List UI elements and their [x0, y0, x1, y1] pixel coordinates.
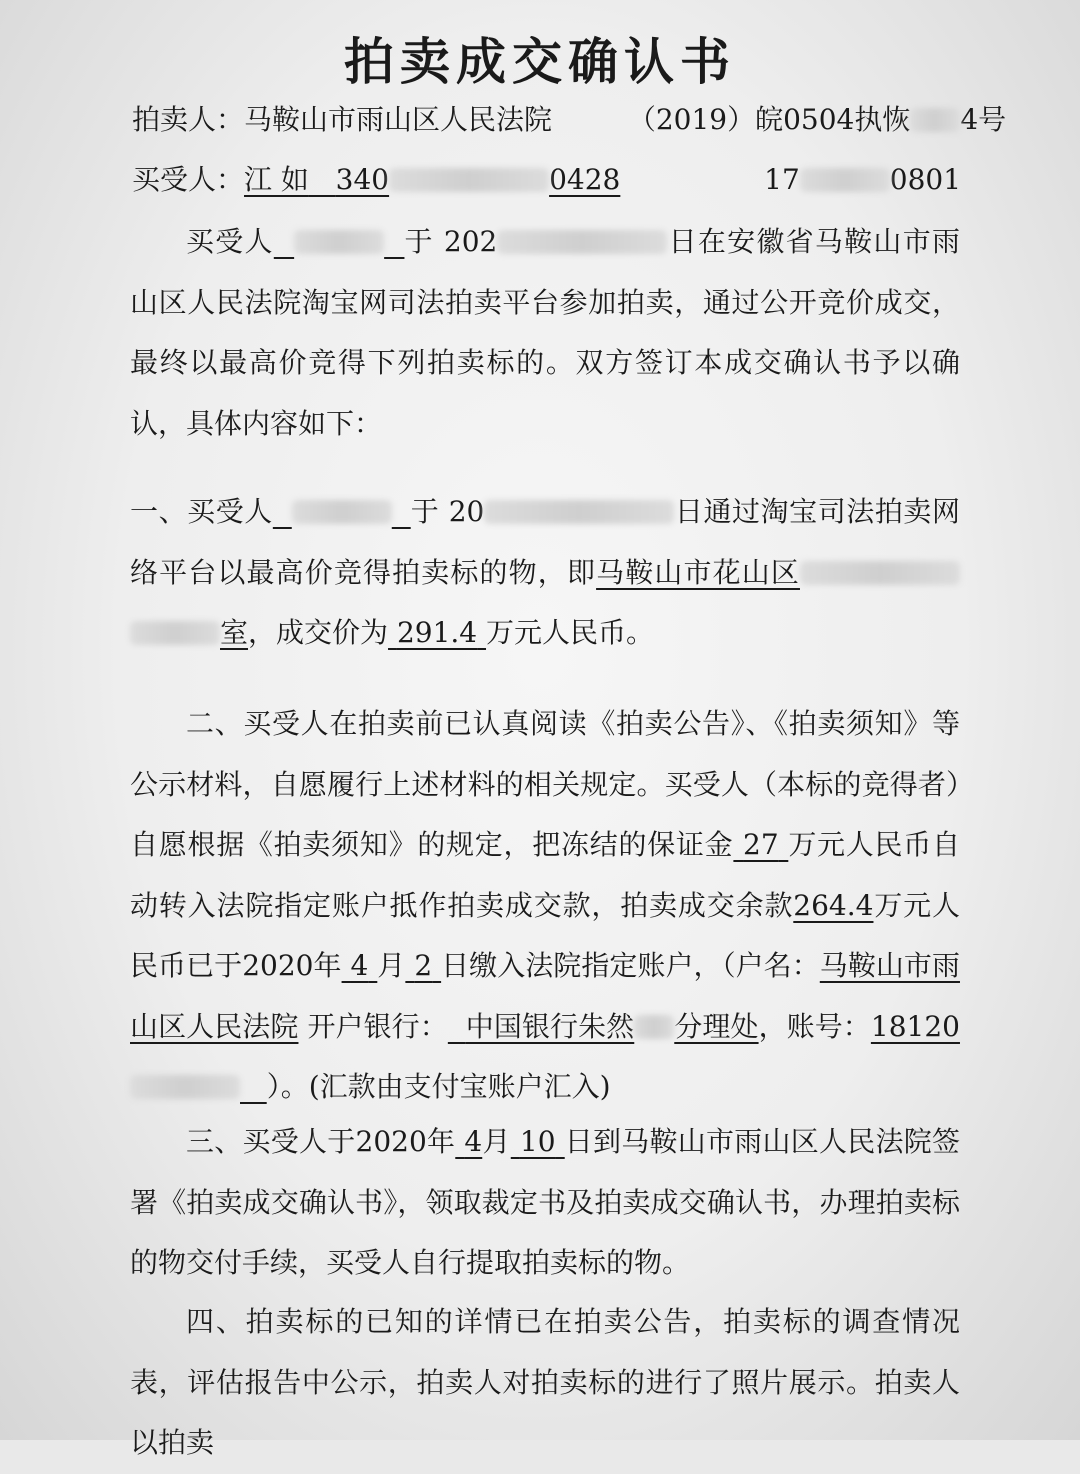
- intro-text-3: 日在安徽省马鞍山市雨山区人民法院淘宝网司法拍卖平台参加拍卖，通过公开竞价成交，最终以最高价竞得下列拍卖标的。双方签订本成交确认书予以确认，具体内容如下：: [130, 225, 960, 440]
- redaction: [130, 1075, 240, 1099]
- room-text: 室: [220, 616, 249, 649]
- sign-day-value: 10: [519, 1125, 556, 1158]
- redaction: [800, 561, 960, 585]
- buyer-line: [132, 160, 961, 200]
- s1-text-1: 一、买受人: [130, 495, 273, 528]
- deposit-value: 27: [743, 828, 779, 861]
- redaction: [130, 621, 220, 645]
- section-3: [130, 1112, 960, 1294]
- s1-text-5: 万元人民币。: [486, 616, 655, 649]
- s2-text-5: 日缴入法院指定账户，（户名：: [441, 949, 820, 982]
- pay-month: [342, 949, 378, 982]
- auctioneer-line: [132, 100, 1006, 140]
- redaction: [294, 230, 384, 254]
- buyer-blank: [273, 495, 411, 528]
- s2-text-4: 月: [377, 949, 406, 982]
- buyer-phone-suffix: 0801: [889, 163, 962, 196]
- s2-text-2: 万元人民币自动转入法院指定账户抵作拍卖成交款，拍卖成交余款: [130, 828, 960, 922]
- bank-suffix-text: 分理处: [674, 1009, 759, 1043]
- s3-text-3: 日到马鞍山市雨山区人民法院签署《拍卖成交确认书》，领取裁定书及拍卖成交确认书，办理拍卖标的物交付手续，买受人自行提取拍卖标的物。: [130, 1125, 960, 1279]
- s4-text: 四、拍卖标的已知的详情已在拍卖公告，拍卖标的调查情况表，评估报告中公示，拍卖人对拍卖标的进行了照片展示。拍卖人以拍卖: [130, 1305, 960, 1459]
- buyer-name: 江 如: [244, 163, 309, 196]
- pay-day-value: 2: [414, 949, 433, 982]
- redaction: [497, 230, 667, 254]
- s3-text-1: 三、买受人于2020年: [186, 1125, 456, 1158]
- s2-text-1: 二、买受人在拍卖前已认真阅读《拍卖公告》、《拍卖须知》等公示材料，自愿履行上述材料的相关规定。买受人（本标的竞得者）自愿根据《拍卖须知》的规定，把冻结的保证金: [130, 707, 960, 861]
- intro-paragraph: [130, 212, 960, 454]
- s2-text-3: 万元人民币已于2020年: [130, 888, 960, 982]
- account-prefix: 18120: [870, 1009, 960, 1043]
- s3-text-2: 月: [482, 1125, 511, 1158]
- section-2: [130, 694, 960, 1118]
- s1-text-3: 日通过淘宝司法拍卖网络平台以最高价竞得拍卖标的物，即: [130, 495, 960, 589]
- section-4: [130, 1292, 960, 1474]
- buyer-label: 买受人：: [132, 163, 245, 196]
- s1-text-4: ，成交价为: [248, 616, 389, 649]
- pay-month-value: 4: [350, 949, 369, 982]
- case-number-suffix: 4号: [960, 103, 1007, 136]
- redaction: [634, 1015, 674, 1039]
- case-number-prefix: （2019）皖0504执恢: [627, 103, 911, 136]
- buyer-phone-prefix: 17: [764, 163, 800, 196]
- intro-text-2: 于 202: [404, 225, 498, 258]
- redaction: [389, 168, 549, 192]
- s2-text-7: ，账号：: [758, 1009, 871, 1043]
- sign-month-value: 4: [464, 1125, 483, 1158]
- s2-text-8: ）。(汇款由支付宝账户汇入): [266, 1070, 611, 1103]
- s2-text-6: 开户银行：: [307, 1009, 448, 1043]
- bank-text: 中国银行朱然: [465, 1009, 635, 1043]
- redaction: [484, 500, 674, 524]
- redaction: [800, 168, 890, 192]
- price-value: 291.4: [396, 616, 478, 649]
- document-title: 拍卖成交确认书: [344, 32, 736, 91]
- buyer-blank: [274, 225, 405, 258]
- deal-price: [388, 616, 486, 649]
- redaction: [292, 500, 392, 524]
- location-text: 马鞍山市花山区: [596, 555, 800, 589]
- buyer-id-prefix: 340: [335, 163, 390, 196]
- sign-month: [455, 1125, 482, 1158]
- redaction: [910, 108, 960, 132]
- sign-day: [511, 1125, 565, 1158]
- buyer-info: [244, 163, 620, 196]
- balance-amount: 264.4: [793, 888, 874, 922]
- deposit-amount: [733, 828, 788, 861]
- pay-day: [405, 949, 441, 982]
- intro-text-1: 买受人: [186, 225, 274, 258]
- bank-name: [448, 1010, 759, 1043]
- buyer-id-suffix: 0428: [549, 163, 621, 196]
- auctioneer-text: 拍卖人：马鞍山市雨山区人民法院: [132, 103, 553, 136]
- s1-text-2: 于 20: [410, 495, 485, 528]
- section-1: [130, 482, 960, 664]
- account-name: 马鞍山市雨山区人民法院: [130, 949, 960, 1043]
